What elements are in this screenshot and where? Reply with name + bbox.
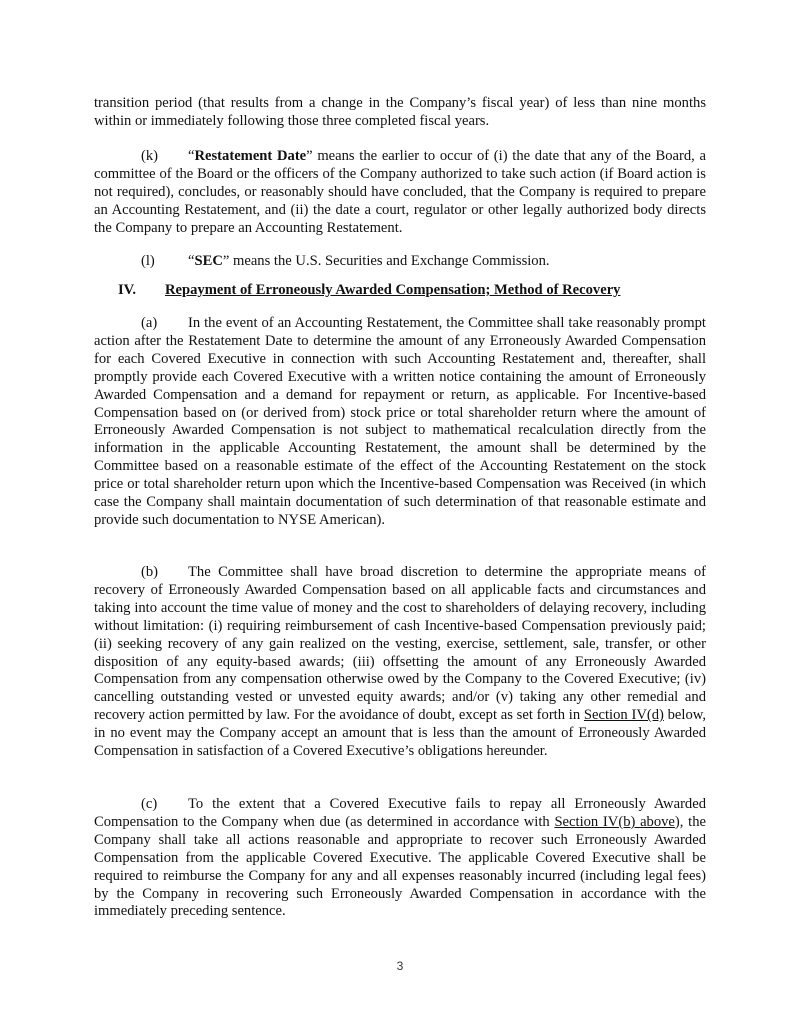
section-number: IV. [118, 282, 136, 298]
definition-sec: (l) “SEC” means the U.S. Securities and Exchange Commission. [141, 253, 550, 269]
paragraph-b: (b) The Committee shall have broad discretion to determine the appropriate means of recovery of Erroneously Awarded Compensation based on all applicable facts and circumstances and taking into account the time value of money and the cost to shareholders of delaying recovery, including without limitation: (i) requiring reimbursement of cash Incentive-based Compensation previously paid; (ii) seeking recovery of any gain realized on the vesting, exercise, settlement, sale, transfer, or other disposition of any equity-based awards; (iii) offsetting the amount of any Erroneously Awarded Compensation from any compensation otherwise owed by the Company to the Covered Executive; (iv) cancelling outstanding vested or unvested equity awards; and/or (v) taking any other remedial and recovery action permitted by law. For the avoidance of doubt, except as set forth in Section IV(d) below, in no event may the Company accept an amount that is less than the amount of Erroneously Awarded Compensation in satisfaction of a Covered Executive’s obligations hereunder. [94, 564, 707, 760]
defined-term: Restatement Date [194, 148, 307, 164]
definition-label: (k) [141, 148, 159, 164]
section-title: Repayment of Erroneously Awarded Compensation; Method of Recovery [165, 282, 621, 298]
paragraph-c: (c) To the extent that a Covered Executive fails to repay all Erroneously Awarded Compensation to the Company when due (as determined in accordance with Section IV(b) above), the Company shall take all actions reasonable and appropriate to recover such Erroneously Awarded Compensation from the applicable Covered Executive. The applicable Covered Executive shall be required to reimburse the Company for any and all expenses reasonably incurred (including legal fees) by the Company in recovering such Erroneously Awarded Compensation in accordance with the immediately preceding sentence. [94, 796, 706, 920]
paragraph-label: (b) [141, 564, 159, 580]
definition-label: (l) [141, 253, 155, 269]
section-cross-reference-link[interactable]: Section IV(d) [583, 707, 664, 724]
paragraph-label: (a) [141, 315, 158, 331]
section-cross-reference-link[interactable]: Section IV(b) above [554, 813, 675, 830]
paragraph-a: (a) In the event of an Accounting Restatement, the Committee shall take reasonably prompt action after the Restatement Date to determine the amount of any Erroneously Awarded Compensation for each Covered Executive in connection with such Accounting Restatement and, thereafter, shall promptly provide each Covered Executive with a written notice containing the amount of Erroneously Awarded Compensation and a demand for repayment or return, as applicable. For Incentive-based Compensation based on (or derived from) stock price or total shareholder return where the amount of Erroneously Awarded Compensation is not subject to mathematical recalculation directly from the information in the applicable Accounting Restatement, the amount shall be determined by the Committee based on a reasonable estimate of the effect of the Accounting Restatement on the stock price or total shareholder return upon which the Incentive-based Compensation was Received (in which case the Company shall maintain documentation of such determination of that reasonable estimate and provide such documentation to NYSE American). [94, 315, 706, 528]
paragraph-label: (c) [141, 796, 158, 812]
defined-term: SEC [194, 253, 223, 269]
section-heading [118, 282, 678, 300]
page-number: 3 [396, 959, 404, 973]
intro-paragraph: transition period (that results from a change in the Company’s fiscal year) of less than nine months within or immediately following those three completed fiscal years. [94, 95, 706, 129]
definition-restatement-date: (k) “Restatement Date” means the earlier to occur of (i) the date that any of the Board, a committee of the Board or the officers of the Company authorized to take such action (if Board action is not required), concludes, or reasonably should have concluded, that the Company is required to prepare an Accounting Restatement, and (ii) the date a court, regulator or other legally authorized body directs the Company to prepare an Accounting Restatement. [94, 148, 706, 236]
